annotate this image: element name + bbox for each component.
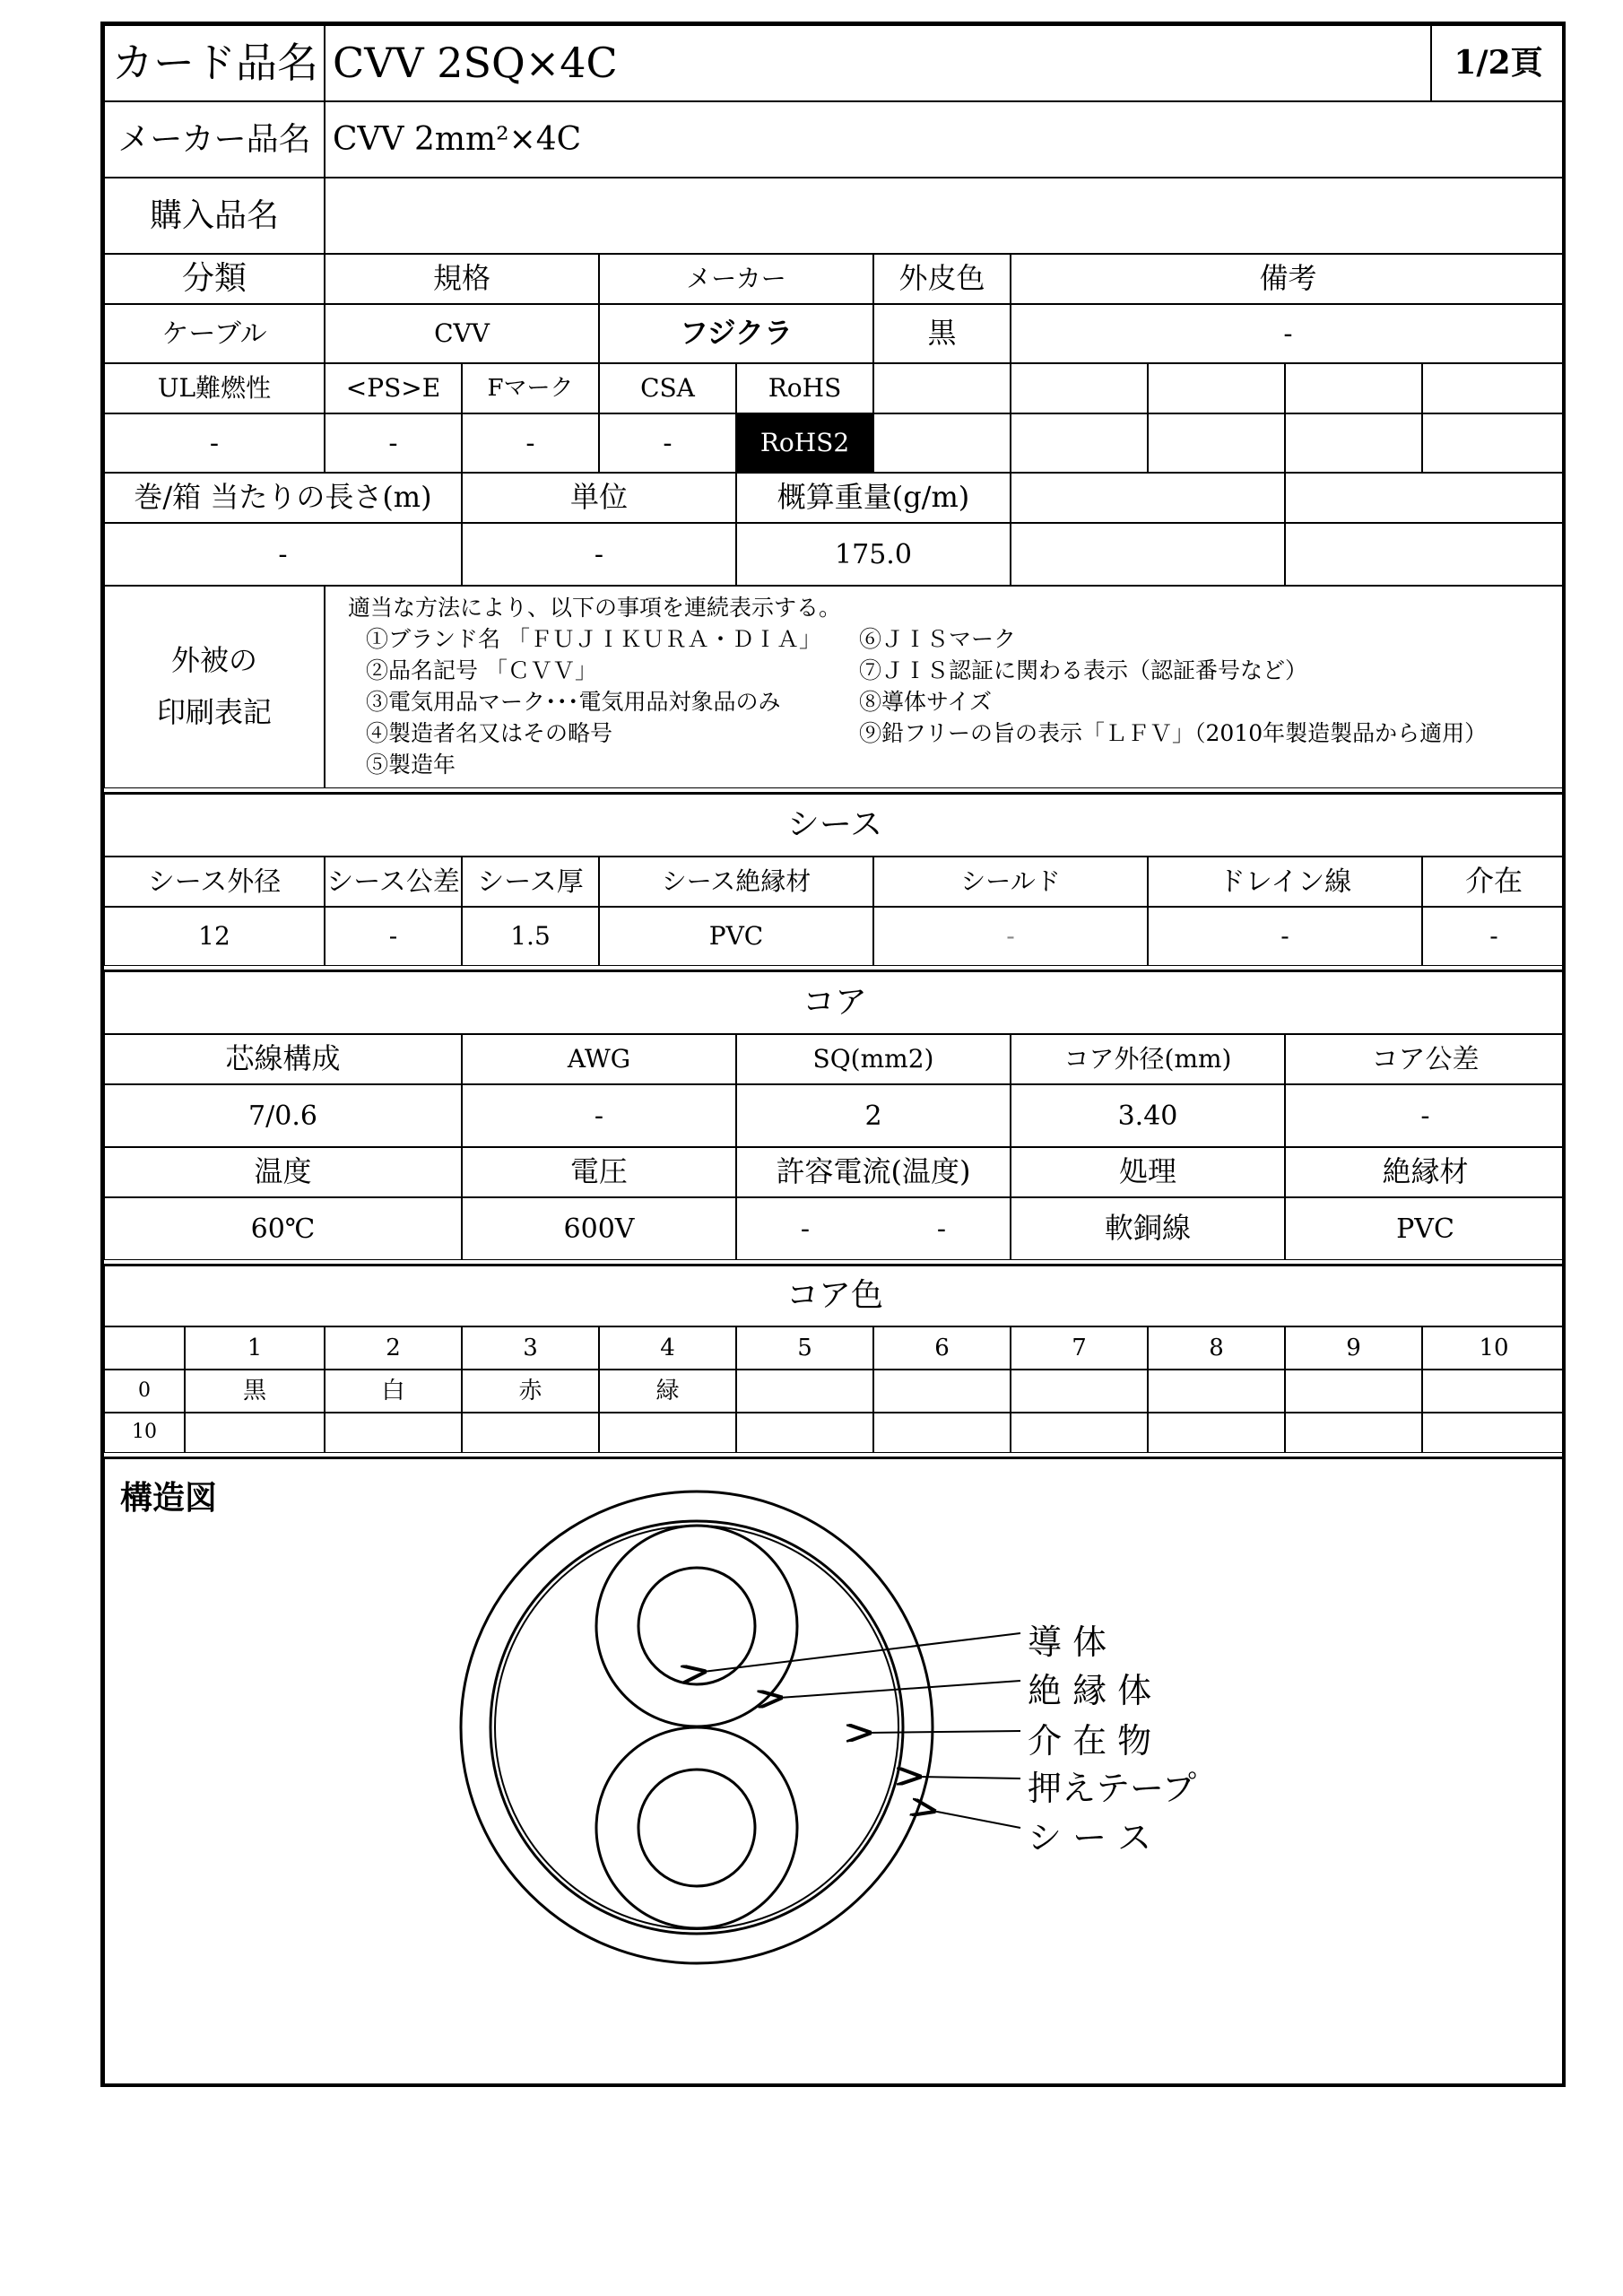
treatment-value: 軟銅線: [1011, 1197, 1285, 1260]
temperature-value: 60℃: [104, 1197, 462, 1260]
rohs-header: RoHS: [736, 363, 873, 413]
sheath-od-header: シース外径: [104, 857, 325, 907]
unit-value: -: [462, 523, 736, 586]
blank-cell: [1011, 363, 1148, 413]
length-per-reel-value: -: [104, 523, 462, 586]
blank-cell: [1422, 363, 1566, 413]
sheath-title: シース: [104, 792, 1566, 857]
core-color-cell: [1148, 1370, 1285, 1413]
voltage-value: 600V: [462, 1197, 736, 1260]
drain-wire-header: ドレイン線: [1148, 857, 1422, 907]
shield-value: -: [873, 907, 1148, 966]
insulation-value: PVC: [1285, 1197, 1566, 1260]
core-color-cell: 赤: [462, 1370, 599, 1413]
core-color-title: コア色: [104, 1264, 1566, 1326]
insulation-upper: [596, 1526, 797, 1726]
maker-header: メーカー: [599, 254, 873, 304]
structure-title: 構造図: [120, 1479, 218, 1517]
core-color-column-header: 1: [185, 1326, 325, 1370]
printing-label-line1: 外被の: [170, 643, 257, 678]
blank-cell: [873, 413, 1011, 473]
blank-cell: [873, 363, 1011, 413]
unit-header: 単位: [462, 473, 736, 523]
insulation-lower: [596, 1727, 797, 1928]
core-color-column-header: 7: [1011, 1326, 1148, 1370]
blank-cell: [1285, 473, 1566, 523]
awg-value: -: [462, 1084, 736, 1147]
f-mark-header: Fマーク: [462, 363, 599, 413]
purchase-name-label: 購入品名: [104, 178, 325, 254]
core-color-column-header: 2: [325, 1326, 462, 1370]
printing-intro: 適当な方法により、以下の事項を連続表示する。: [348, 595, 842, 621]
arrow-tape: [918, 1777, 1020, 1779]
ampacity-value: -: [736, 1197, 873, 1260]
awg-header: AWG: [462, 1034, 736, 1084]
printing-item: ④製造者名又はその略号: [366, 720, 613, 746]
core-color-row-index: 10: [104, 1413, 185, 1453]
core-color-column-header: 9: [1285, 1326, 1422, 1370]
printing-item: ⑨鉛フリーの旨の表示「ＬＦＶ」（2010年製造製品から適用）: [859, 720, 1488, 746]
blank-cell: [1285, 523, 1566, 586]
core-color-cell: [873, 1413, 1011, 1453]
jacket-color-value: 黒: [873, 304, 1011, 363]
rohs-value-badge: RoHS2: [736, 413, 873, 473]
arrow-filler: [868, 1731, 1020, 1733]
ampacity-temp-value: -: [873, 1197, 1011, 1260]
treatment-header: 処理: [1011, 1147, 1285, 1197]
arrow-sheath: [933, 1811, 1020, 1828]
label-tape: 押えテープ: [1028, 1769, 1197, 1808]
core-color-cell: [736, 1370, 873, 1413]
core-color-column-header: 5: [736, 1326, 873, 1370]
csa-value: -: [599, 413, 736, 473]
printing-item: ①ブランド名 「ＦＵＪＩＫＵＲＡ・ＤＩＡ」: [366, 626, 821, 652]
core-color-column-header: 6: [873, 1326, 1011, 1370]
voltage-header: 電圧: [462, 1147, 736, 1197]
sheath-insulation-header: シース絶縁材: [599, 857, 873, 907]
core-color-cell: [325, 1413, 462, 1453]
blank-cell: [1148, 363, 1285, 413]
core-color-column-header: 8: [1148, 1326, 1285, 1370]
purchase-name: [325, 178, 1566, 254]
sq-header: SQ(mm2): [736, 1034, 1011, 1084]
printing-item: ⑤製造年: [366, 752, 456, 778]
core-color-cell: [1422, 1413, 1566, 1453]
card-name-label: カード品名: [104, 25, 325, 101]
blank-cell: [1011, 413, 1148, 473]
remarks-header: 備考: [1011, 254, 1566, 304]
sheath-tolerance-header: シース公差: [325, 857, 462, 907]
core-color-cell: 黒: [185, 1370, 325, 1413]
ampacity-header: 許容電流(温度): [736, 1147, 1011, 1197]
temperature-header: 温度: [104, 1147, 462, 1197]
core-color-corner: [104, 1326, 185, 1370]
shield-header: シールド: [873, 857, 1148, 907]
blank-cell: [1422, 413, 1566, 473]
label-insulation: 絶 縁 体: [1028, 1671, 1152, 1710]
core-color-column-header: 10: [1422, 1326, 1566, 1370]
core-tolerance-value: -: [1285, 1084, 1566, 1147]
standard-header: 規格: [325, 254, 599, 304]
core-color-cell: 白: [325, 1370, 462, 1413]
printing-item: ②品名記号 「ＣＶＶ」: [366, 657, 597, 683]
ul-value: -: [104, 413, 325, 473]
core-color-cell: [1011, 1370, 1148, 1413]
card-name: CVV 2SQ×4C: [325, 25, 1431, 101]
core-tolerance-header: コア公差: [1285, 1034, 1566, 1084]
pse-header: <PS>E: [325, 363, 462, 413]
core-title: コア: [104, 970, 1566, 1034]
classification-value: ケーブル: [104, 304, 325, 363]
jacket-color-header: 外皮色: [873, 254, 1011, 304]
strand-value: 7/0.6: [104, 1084, 462, 1147]
blank-cell: [1285, 363, 1422, 413]
ul-header: UL難燃性: [104, 363, 325, 413]
printing-item: ⑦ＪＩＳ認証に関わる表示（認証番号など）: [859, 657, 1308, 683]
core-color-cell: [1011, 1413, 1148, 1453]
cable-cross-section-diagram: [104, 1457, 1566, 2087]
page-number: 1/2頁: [1431, 25, 1566, 101]
weight-value: 175.0: [736, 523, 1011, 586]
maker-value: フジクラ: [599, 304, 873, 363]
sheath-thickness-header: シース厚: [462, 857, 599, 907]
label-filler: 介 在 物: [1028, 1721, 1152, 1761]
sheath-tolerance-value: -: [325, 907, 462, 966]
core-color-cell: [462, 1413, 599, 1453]
length-per-reel-header: 巻/箱 当たりの長さ(m): [104, 473, 462, 523]
label-conductor: 導 体: [1028, 1622, 1107, 1662]
printing-item: ③電気用品マーク･･･電気用品対象品のみ: [366, 689, 781, 715]
blank-cell: [1011, 473, 1285, 523]
filler-value: -: [1422, 907, 1566, 966]
printing-item: ⑥ＪＩＳマーク: [859, 626, 1017, 652]
csa-header: CSA: [599, 363, 736, 413]
core-color-cell: [1285, 1413, 1422, 1453]
core-od-value: 3.40: [1011, 1084, 1285, 1147]
core-color-cell: [1285, 1370, 1422, 1413]
blank-cell: [1011, 523, 1285, 586]
core-color-cell: 緑: [599, 1370, 736, 1413]
sheath-od-value: 12: [104, 907, 325, 966]
sheath-thickness-value: 1.5: [462, 907, 599, 966]
core-color-row-index: 0: [104, 1370, 185, 1413]
blank-cell: [1285, 413, 1422, 473]
printing-item: ⑧導体サイズ: [859, 689, 993, 715]
core-color-column-header: 4: [599, 1326, 736, 1370]
remarks-value: -: [1011, 304, 1566, 363]
core-color-cell: [185, 1413, 325, 1453]
sheath-insulation-value: PVC: [599, 907, 873, 966]
core-color-cell: [1422, 1370, 1566, 1413]
core-color-cell: [599, 1413, 736, 1453]
maker-name-label: メーカー品名: [104, 101, 325, 178]
core-color-column-header: 3: [462, 1326, 599, 1370]
label-sheath: シ ー ス: [1028, 1818, 1152, 1857]
printing-label: [104, 586, 325, 788]
printing-label-line2: 印刷表記: [156, 695, 272, 729]
drain-wire-value: -: [1148, 907, 1422, 966]
insulation-header: 絶縁材: [1285, 1147, 1566, 1197]
spec-sheet: [100, 22, 1566, 2087]
standard-value: CVV: [325, 304, 599, 363]
strand-header: 芯線構成: [104, 1034, 462, 1084]
maker-name: CVV 2mm²×4C: [325, 101, 1566, 178]
core-color-cell: [736, 1413, 873, 1453]
core-color-cell: [873, 1370, 1011, 1413]
f-mark-value: -: [462, 413, 599, 473]
blank-cell: [1148, 413, 1285, 473]
classification-header: 分類: [104, 254, 325, 304]
filler-header: 介在: [1422, 857, 1566, 907]
core-color-cell: [1148, 1413, 1285, 1453]
pse-value: -: [325, 413, 462, 473]
weight-header: 概算重量(g/m): [736, 473, 1011, 523]
sq-value: 2: [736, 1084, 1011, 1147]
core-od-header: コア外径(mm): [1011, 1034, 1285, 1084]
